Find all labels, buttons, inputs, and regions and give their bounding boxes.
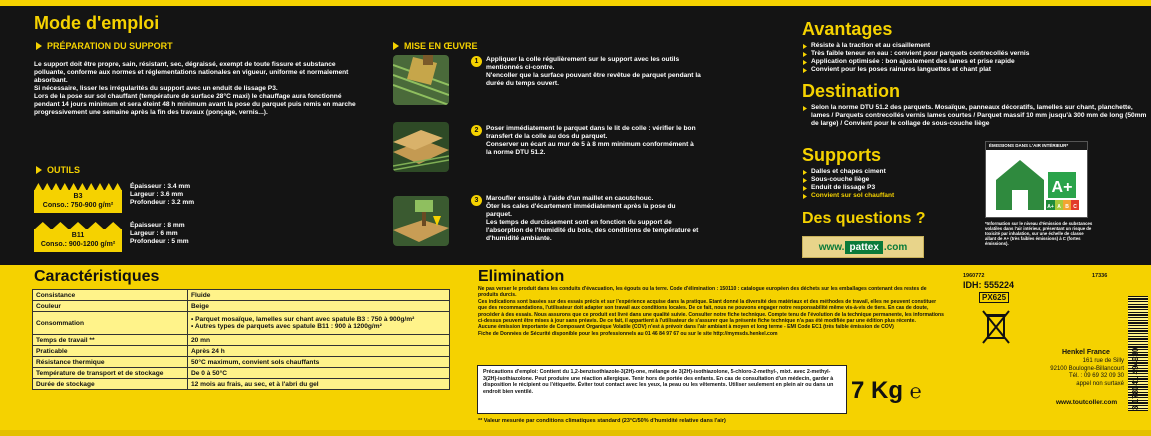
- house-emissions-icon: [986, 150, 1086, 217]
- domain-suffix: .com: [883, 241, 908, 253]
- questions-title: Des questions ?: [802, 210, 926, 227]
- tool-specs: [130, 183, 194, 207]
- step-3-line-1: Maroufler ensuite à l'aide d'un maillet en caoutchouc.: [486, 195, 654, 202]
- table-value: Fluide: [188, 290, 450, 301]
- support-item: Sous-couche liège: [803, 176, 973, 184]
- table-row: [33, 357, 450, 368]
- table-value: 20 mn: [188, 335, 450, 346]
- avantages-title: Avantages: [802, 19, 893, 39]
- destination-text: Selon la norme DTU 51.2 des parquets. Mosaïque, panneaux décoratifs, lamelles sur chant, planchette, lames / Parquets contrecollés vernis lames courtes / Parquet massif 10 mm jusqu'à 300 mm de long (50mm de large) / Convient pour le collage de sous-couche liège: [803, 104, 1148, 128]
- emissions-footnote: *Information sur le niveau d'émission de substances volatiles dans l'air intérieur, présentant un risque de toxicité par inhalation, sur une échelle de classe allant de A+ (très faibles émissions) à C (fortes émissions).: [985, 221, 1093, 247]
- step-2-line-2: Conserver un écart au mur de 5 à 8 mm minimum conformément à la norme DTU 51.2.: [486, 141, 694, 156]
- emissions-header: ÉMISSIONS DANS L'AIR INTÉRIEUR*: [986, 142, 1087, 150]
- step-number-2: 2: [471, 125, 482, 136]
- www-prefix: www.: [818, 241, 845, 253]
- mise-en-oeuvre-heading: [393, 41, 478, 51]
- trowel-badge-b3: [34, 183, 122, 213]
- tool-name: B3: [73, 193, 83, 200]
- outils-title: OUTILS: [47, 165, 80, 175]
- supports-list: [803, 168, 973, 200]
- table-value: Après 24 h: [188, 346, 450, 357]
- avantages-list: [803, 42, 1133, 74]
- px-code: PX625: [979, 292, 1009, 303]
- pattex-website-banner[interactable]: [802, 236, 924, 258]
- step-number-1: 1: [471, 56, 482, 67]
- avantage-item: Très faible teneur en eau : convient pour parquets contrecollés vernis: [803, 50, 1133, 58]
- step-3-line-2: Ôter les cales d'écartement immédiatement après la pose du parquet.: [486, 203, 676, 218]
- table-row: [33, 346, 450, 357]
- tool-epaisseur: Épaisseur : 3.4 mm: [130, 183, 191, 190]
- elimination-text-1: Ne pas verser le produit dans les conduits d'évacuation, les égouts ou la terre. Code d'élimination : 150110 : catalogue européen des déchets sur les emballages contenant des restes de produits durcis.: [478, 286, 927, 299]
- mallet-tapping-illustration: [393, 196, 449, 246]
- table-value-line-2: • Autres types de parquets avec spatule B11 : 900 à 1200g/m²: [191, 323, 382, 330]
- step-3-line-3: Les temps de durcissement sont en fonction du support de l'absorption de l'humidité du bois, des conditions de température et d'humidité ambiante.: [486, 219, 699, 242]
- table-value-line-1: • Parquet mosaïque, lamelles sur chant avec spatule B3 : 750 à 900g/m²: [191, 316, 415, 323]
- elimination-text-3: Aucune émission importante de Composant Organique Volatile (COV) n'est à prévoir dans l'air ambiant à moyen et long terme - EMI Code EC1 (très faible émission de COV): [478, 324, 894, 331]
- code-a: 1960772: [963, 273, 985, 279]
- tool-b11: [34, 222, 189, 252]
- svg-text:A+: A+: [1047, 204, 1054, 210]
- tool-name: B11: [71, 232, 85, 239]
- henkel-name: Henkel France: [1062, 349, 1110, 356]
- precautions-box: Précautions d'emploi: Contient du 1,2-benzisothiazole-3(2H)-one, mélange de 3(2H)-isothiazolone, 5-chloro-2-methyl-, mixt. avec 2-methyl-3(2H)-isothiazolone. Peut produire une réaction allergique. Tenir hors de portée des enfants. En cas de consultation d'un médecin, garder à disposition le récipient ou l'étiquette. Éviter tout contact avec les yeux, la peau ou les vêtements. Utiliser seulement en plein air ou dans un endroit bien ventilé.: [477, 365, 847, 414]
- trowel-spreading-illustration: [393, 55, 449, 105]
- address-line: 92100 Boulogne-Billancourt: [1050, 365, 1124, 372]
- preparation-text-1: Le support doit être propre, sain, résistant, sec, dégraissé, exempt de toute fissure et substance polluante, conforme aux normes et réglementations nationales en vigueur, uniforme et normalement absorbant.: [34, 61, 349, 84]
- tool-conso: Conso.: 900-1200 g/m²: [40, 241, 116, 248]
- toutcoller-link[interactable]: www.toutcoller.com: [1056, 399, 1118, 406]
- bottom-yellow-strip: [0, 430, 1151, 436]
- table-value: Beige: [188, 301, 450, 312]
- elimination-title: Elimination: [478, 268, 565, 285]
- elimination-text-4: Fiche de Données de Sécurité disponible pour les professionnels au 01 46 84 97 67 ou sur le site http://mymsds.henkel.com: [478, 330, 778, 337]
- pattex-logo: pattex: [845, 241, 882, 254]
- parquet-laying-illustration: [393, 122, 449, 172]
- step-2-line-1: Poser immédiatement le parquet dans le lit de colle : vérifier le bon transfert de la colle au dos du parquet.: [486, 125, 696, 140]
- address-line: appel non surtaxé: [1076, 380, 1124, 387]
- table-key: Consistance: [33, 290, 188, 301]
- table-value: 12 mois au frais, au sec, et à l'abri du gel: [188, 379, 450, 390]
- weight-value: 7 Kg: [851, 377, 904, 404]
- indoor-air-emissions-label: [985, 141, 1088, 218]
- elimination-text: [478, 286, 946, 337]
- table-row: [33, 290, 450, 301]
- table-row: [33, 335, 450, 346]
- avantage-item: Résiste à la traction et au cisaillement: [803, 42, 1133, 50]
- henkel-address: [1032, 358, 1124, 388]
- elimination-text-2: Ces indications sont basées sur des essais précis et sur l'expérience acquise dans la pratique. Etant donné la diversité des matériaux et des méthodes de travail, elles ne peuvent constituer que des recommandations, l'utilisateur doit adapter son travail aux conditions locales. De ce fait, nous ne pouvons engager notre responsabilité même vis-à-vis de tiers. En cas de doute, procéder à des essais. Nous assurons que ce produit est livré dans une qualité suivie. Consulter notre fiche technique. Compte tenu de l'évolution de la technique permanente, les informations ci-dessus peuvent être mises à jour sans préavis. De ce fait, il appartient à l'utilisateur de s'assurer que la présente fiche technique n'a pas été modifiée par une édition plus récente.: [478, 298, 944, 325]
- table-key: Résistance thermique: [33, 357, 188, 368]
- support-item: Dalles et chapes ciment: [803, 168, 973, 176]
- preparation-text-2: Si nécessaire, lisser les irrégularités du support avec un enduit de lissage P3.: [34, 85, 278, 92]
- net-weight: [851, 377, 922, 405]
- address-line: Tél. : 09 69 32 09 30: [1068, 373, 1124, 379]
- table-key: Praticable: [33, 346, 188, 357]
- preparation-title: PRÉPARATION DU SUPPORT: [47, 41, 173, 51]
- tool-largeur: Largeur : 6 mm: [130, 230, 178, 237]
- tool-profondeur: Profondeur : 3.2 mm: [130, 199, 195, 206]
- avantage-item: Application optimisée : bon ajustement des lames et prise rapide: [803, 58, 1133, 66]
- destination-list: [803, 104, 1148, 128]
- supports-title: Supports: [802, 145, 881, 165]
- caracteristiques-title: Caractéristiques: [34, 268, 160, 285]
- table-row: [33, 301, 450, 312]
- table-value: 50°C maximum, convient sols chauffants: [188, 357, 450, 368]
- step-number-3: 3: [471, 195, 482, 206]
- top-yellow-stripe: [0, 0, 1151, 6]
- arrow-bullet-icon: [36, 42, 42, 50]
- table-value: De 0 à 50°C: [188, 368, 450, 379]
- caracteristiques-table: [32, 289, 450, 390]
- tool-profondeur: Profondeur : 5 mm: [130, 238, 189, 245]
- table-key: Consommation: [33, 312, 188, 335]
- tool-epaisseur: Épaisseur : 8 mm: [130, 222, 185, 229]
- table-value: [188, 312, 450, 335]
- table-row: [33, 312, 450, 335]
- step-2-text: [486, 125, 701, 157]
- tool-largeur: Largeur : 3.6 mm: [130, 191, 184, 198]
- table-key: Couleur: [33, 301, 188, 312]
- crossed-bin-icon: [980, 306, 1012, 346]
- table-row: [33, 368, 450, 379]
- step-1-line-2: N'encoller que la surface pouvant être revêtue de parquet pendant la durée du temps ouvert.: [486, 72, 701, 87]
- step-1: [393, 55, 449, 105]
- estimated-sign-icon: ℮: [909, 381, 922, 403]
- outils-heading: [36, 165, 80, 175]
- step-3-text: [486, 195, 701, 243]
- table-row: [33, 379, 450, 390]
- avantage-item: Convient pour les poses rainures languettes et chant plat: [803, 66, 1133, 74]
- preparation-text-3: Lors de la pose sur sol chauffant (température de surface 28°C maxi) le chauffage aura fonctionné pendant 14 jours minimum et sera éteint 48 h minimum avant la pose du parquet puis remis en marche progressivement une semaine après la fin des travaux (ponçage, vernis...).: [34, 93, 356, 116]
- emissions-grade: A+: [1051, 179, 1073, 196]
- arrow-bullet-icon: [36, 166, 42, 174]
- step-3: [393, 196, 449, 246]
- address-line: 161 rue de Silly: [1082, 358, 1124, 364]
- table-key: Temps de travail **: [33, 335, 188, 346]
- arrow-bullet-icon: [393, 42, 399, 50]
- preparation-text: [34, 61, 364, 117]
- trowel-badge-b11: [34, 222, 122, 252]
- idh-code: IDH: 555224: [963, 280, 1015, 290]
- step-2: [393, 122, 449, 172]
- destination-title: Destination: [802, 81, 901, 101]
- svg-text:A: A: [1057, 204, 1061, 210]
- support-item: Enduit de lissage P3: [803, 184, 973, 192]
- measure-footnote: ** Valeur mesurée par conditions climatiques standard (23°C/50% d'humidité relative dans l'air): [478, 418, 726, 424]
- svg-text:C: C: [1073, 204, 1077, 210]
- step-1-line-1: Appliquer la colle régulièrement sur le support avec les outils mentionnés ci-contre.: [486, 56, 680, 71]
- barcode-digits: 3 178041 494930: [1131, 347, 1140, 410]
- support-item: Convient sur sol chauffant: [803, 192, 973, 200]
- code-b: 17336: [1092, 273, 1108, 279]
- tool-b3: [34, 183, 194, 213]
- step-1-text: [486, 56, 701, 88]
- preparation-heading: [36, 41, 173, 51]
- mise-en-oeuvre-title: MISE EN ŒUVRE: [404, 41, 478, 51]
- mode-emploi-title: Mode d'emploi: [34, 13, 160, 33]
- table-key: Température de transport et de stockage: [33, 368, 188, 379]
- tool-conso: Conso.: 750-900 g/m²: [42, 202, 114, 209]
- table-key: Durée de stockage: [33, 379, 188, 390]
- svg-text:B: B: [1065, 204, 1069, 210]
- tool-specs: [130, 222, 189, 246]
